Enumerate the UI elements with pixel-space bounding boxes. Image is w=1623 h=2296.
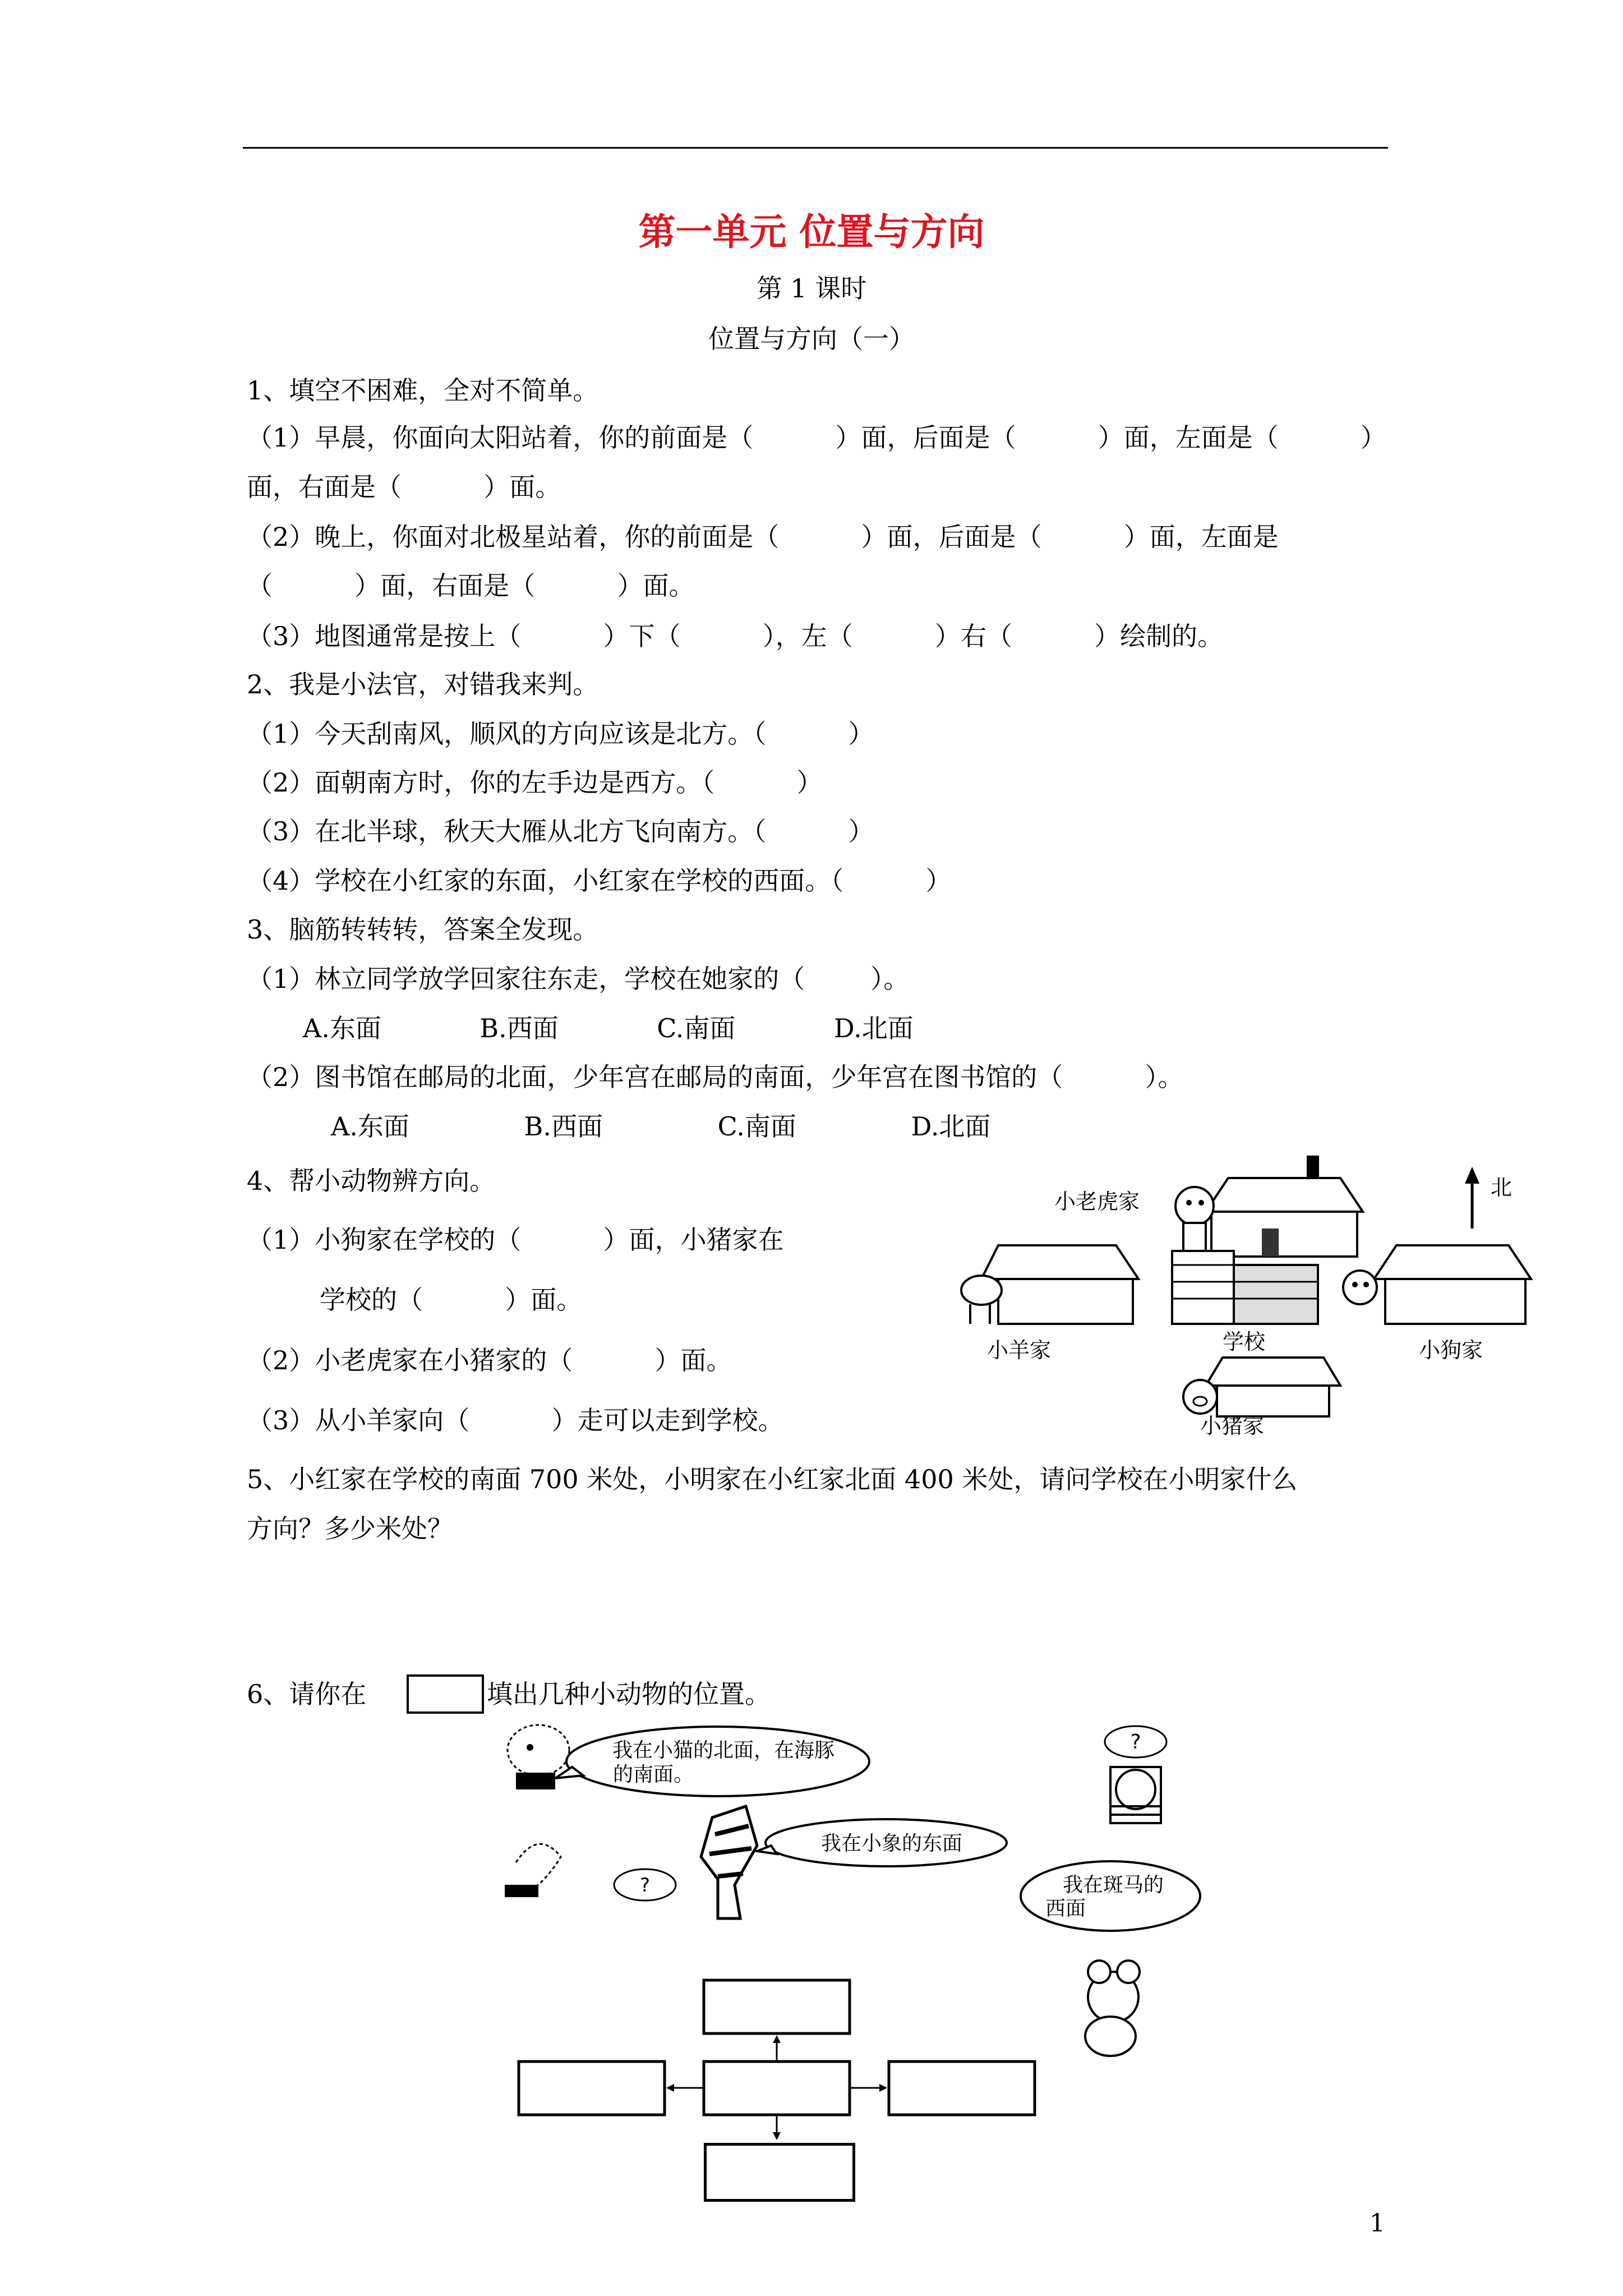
q1-line: （2）晚上，你面对北极星站着，你的前面是（ ）面，后面是（ ）面，左面是 — [247, 522, 1279, 552]
q1-heading: 1、填空不困难，全对不简单。 — [247, 375, 599, 406]
lesson-number: 第 1 课时 — [756, 273, 867, 303]
bubble-text: 我在小猫的北面，在海豚 — [612, 1739, 835, 1762]
answer-box-north[interactable] — [704, 1980, 850, 2033]
sheep-house-icon — [981, 1245, 1138, 1324]
school-label: 学校 — [1223, 1329, 1266, 1354]
q4-line: （3）从小羊家向（ ）走可以走到学校。 — [247, 1405, 784, 1435]
q3-options: A.东面 B.西面 C.南面 D.北面 — [331, 1111, 991, 1142]
q4-line: （1）小狗家在学校的（ ）面，小猪家在 — [247, 1225, 784, 1255]
animal-position-illustration — [494, 1717, 1223, 2143]
tiger-house-label: 小老虎家 — [1054, 1189, 1140, 1214]
answer-box-west[interactable] — [519, 2062, 665, 2115]
q3-heading: 3、脑筋转转转，答案全发现。 — [247, 914, 599, 945]
answer-box-east[interactable] — [889, 2062, 1035, 2115]
q3-options: A.东面 B.西面 C.南面 D.北面 — [303, 1013, 914, 1043]
north-arrow-icon — [1465, 1167, 1479, 1228]
q1-line: （ ）面，右面是（ ）面。 — [247, 570, 695, 601]
q5-line: 方向？多少米处？ — [247, 1513, 453, 1544]
q1-line: （3）地图通常是按上（ ）下（ ），左（ ）右（ ）绘制的。 — [247, 621, 1224, 651]
header-rule — [243, 147, 1388, 149]
q4-line: （2）小老虎家在小猪家的（ ）面。 — [247, 1345, 732, 1375]
lesson-subtitle: 位置与方向（一） — [708, 324, 915, 354]
pig-icon — [1183, 1380, 1217, 1414]
sheep-house-label: 小羊家 — [987, 1338, 1052, 1363]
q3-line: （2）图书馆在邮局的北面，少年宫在邮局的南面，少年宫在图书馆的（ ）。 — [247, 1062, 1184, 1092]
q2-heading: 2、我是小法官，对错我来判。 — [247, 669, 599, 700]
q1-line: 面，右面是（ ）面。 — [247, 472, 561, 502]
q2-line: （4）学校在小红家的东面，小红家在学校的西面。（ ） — [247, 866, 952, 896]
bubble-text: 西面 — [1045, 1897, 1086, 1920]
q6-inline-answer-box — [407, 1674, 484, 1714]
q1-line: （1）早晨，你面向太阳站着，你的前面是（ ）面，后面是（ ）面，左面是（ ） — [247, 422, 1386, 453]
direction-map-illustration — [948, 1144, 1542, 1436]
pig-house-icon — [1206, 1358, 1340, 1416]
q4-line: 学校的（ ）面。 — [320, 1285, 583, 1315]
q6-prefix: 6、请你在 — [247, 1679, 367, 1709]
page-number: 1 — [1370, 2209, 1385, 2238]
dog-house-label: 小狗家 — [1419, 1338, 1483, 1363]
sheep-icon — [961, 1276, 1002, 1324]
north-label: 北 — [1491, 1175, 1513, 1200]
q2-line: （1）今天刮南风，顺风的方向应该是北方。（ ） — [247, 719, 874, 749]
unit-title: 第一单元 位置与方向 — [638, 210, 985, 254]
q4-heading: 4、帮小动物辨方向。 — [247, 1166, 496, 1196]
dolphin-icon — [505, 1844, 561, 1897]
q3-line: （1）林立同学放学回家往东走，学校在她家的（ ）。 — [247, 964, 910, 994]
question-mark-text: ? — [639, 1874, 651, 1897]
tiger-house-icon — [1206, 1156, 1363, 1257]
elephant-icon — [508, 1725, 569, 1789]
q5-line: 5、小红家在学校的南面 700 米处，小明家在小红家北面 400 米处，请问学校在小明家什么 — [247, 1464, 1298, 1494]
q6-suffix: 填出几种小动物的位置。 — [487, 1679, 771, 1709]
bubble-text: 我在小象的东面 — [820, 1832, 963, 1855]
zebra-icon — [701, 1806, 757, 1918]
position-grid-diagram — [519, 1980, 1035, 2140]
pig-house-label: 小猪家 — [1200, 1414, 1265, 1436]
dog-house-icon — [1374, 1245, 1531, 1324]
question-mark-text: ? — [1130, 1731, 1141, 1754]
answer-box-center[interactable] — [704, 2062, 850, 2115]
q2-line: （3）在北半球，秋天大雁从北方飞向南方。（ ） — [247, 816, 874, 846]
tiger-icon — [1175, 1187, 1214, 1257]
dog-icon — [1343, 1271, 1377, 1304]
q2-line: （2）面朝南方时，你的左手边是西方。（ ） — [247, 767, 823, 798]
bubble-text: 我在斑马的 — [1062, 1874, 1164, 1897]
answer-box-south[interactable] — [704, 2143, 855, 2202]
school-building-icon — [1172, 1251, 1318, 1324]
mouse-icon — [1085, 1961, 1140, 2056]
bubble-text: 的南面。 — [612, 1763, 694, 1786]
